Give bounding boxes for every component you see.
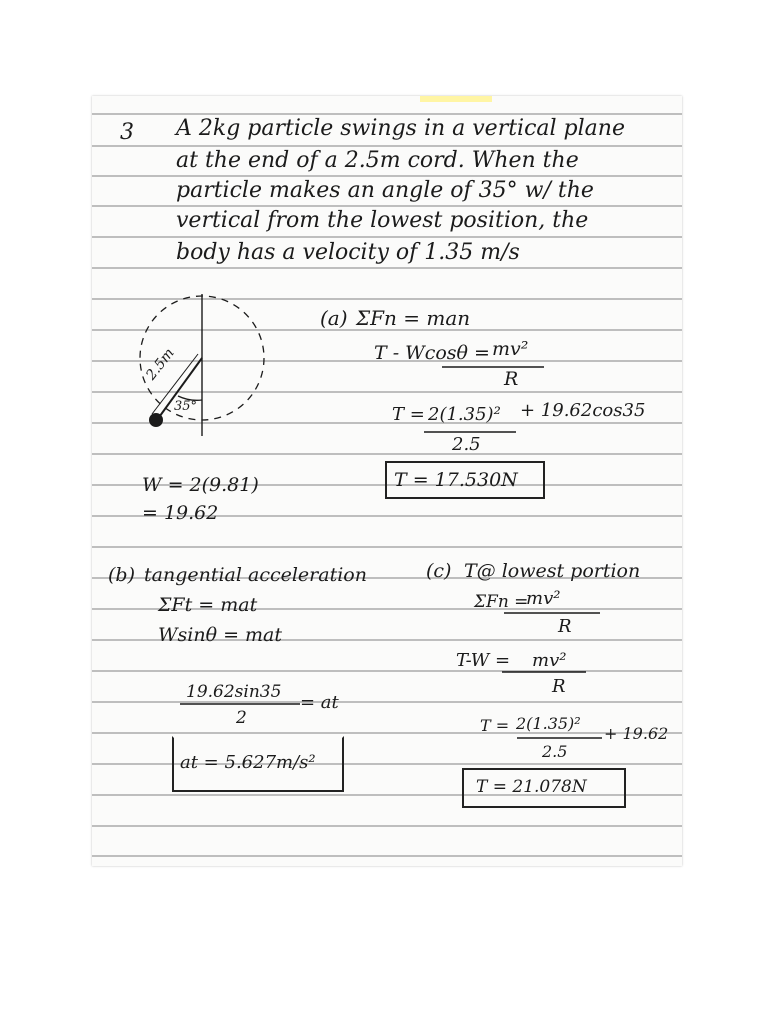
notebook-page [92,96,682,866]
part-c-eq2-den: R [552,676,566,697]
problem-number: 3 [120,120,134,145]
problem-line-5: body has a velocity of 1.35 m/s [176,240,520,265]
part-c-title: T@ lowest portion [464,560,641,582]
part-b-eq3-rest: = at [300,692,339,713]
part-a-marker: (a) [320,306,348,330]
weight-line-1: W = 2(9.81) [142,474,259,496]
part-a-eq3-den: 2.5 [452,434,481,455]
weight-line-2: = 19.62 [142,502,219,524]
problem-line-1: A 2kg particle swings in a vertical plane [176,116,625,141]
part-b-eq1: ΣFt = mat [158,594,258,616]
cord-length-label: 2.5m [143,345,178,384]
part-c-eq1-den: R [558,616,572,637]
part-c-eq2-lhs: T-W = [456,650,511,671]
part-b-eq3-den: 2 [236,708,247,728]
angle-label: 35° [174,399,198,414]
part-b-eq2: Wsinθ = mat [158,624,283,646]
part-a-eq3-num: 2(1.35)² [428,404,501,425]
part-b-title: tangential acceleration [144,564,367,586]
part-c-answer: T = 21.078N [476,777,587,797]
part-a-answer: T = 17.530N [394,469,518,491]
part-c-eq1-num: mv² [526,588,561,609]
part-a-eq2-den: R [504,368,519,390]
problem-line-4: vertical from the lowest position, the [176,208,589,233]
part-a-eq1: ΣFn = man [356,306,471,330]
part-c-eq3-num: 2(1.35)² [516,714,581,733]
part-b-answer: at = 5.627m/s² [180,752,316,773]
part-a-eq3-lhs: T = [392,404,425,425]
part-a-eq3-rest: + 19.62cos35 [520,400,646,421]
part-c-eq1-lhs: ΣFn = [474,592,529,612]
part-c-eq3-lhs: T = [480,716,510,735]
part-a-eq2-lhs: T - Wcosθ = [374,342,490,364]
part-c-eq2-num: mv² [532,650,567,671]
problem-line-3: particle makes an angle of 35° w/ the [176,178,594,203]
part-b-marker: (b) [108,564,135,586]
part-c-marker: (c) [426,560,452,582]
part-c-eq3-den: 2.5 [542,742,568,761]
problem-line-2: at the end of a 2.5m cord. When the [176,148,579,173]
part-c-eq3-rest: + 19.62 [604,724,669,743]
part-b-eq3-num: 19.62sin35 [186,682,282,702]
part-a-eq2-num: mv² [492,338,529,360]
